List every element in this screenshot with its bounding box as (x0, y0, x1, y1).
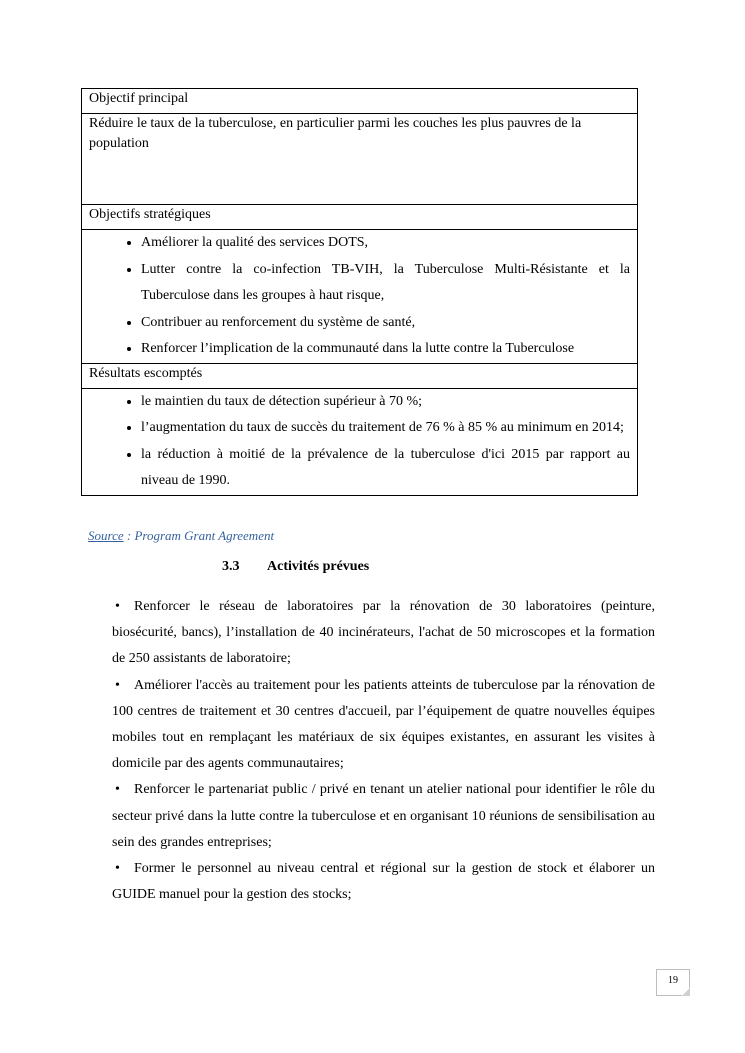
source-caption (88, 528, 274, 544)
objectives-table (81, 88, 638, 496)
list-item: • le maintien du taux de détection supérieur à 70 %; (141, 389, 630, 416)
list-item (112, 777, 655, 856)
list-item (112, 594, 655, 673)
activity-text: Améliorer l'accès au traitement pour les patients atteints de tuberculose par la rénovation de 100 centres de traitement et 30 centres d'accueil, par l’équipement de quatre nouvelles équipes mobiles tout en remplaçant les matériaux de six équipes existantes, en assurant les visites à domicile par des agents communautaires; (112, 677, 655, 772)
bullet-icon: • (115, 677, 120, 693)
results-header: Résultats escomptés (82, 363, 638, 388)
section-title: Activités prévues (267, 559, 370, 574)
strategic-cell (82, 230, 638, 364)
list-item: • l’augmentation du taux de succès du traitement de 76 % à 85 % au minimum en 2014; (141, 415, 630, 442)
section-number: 3.3 (222, 559, 240, 574)
page-number: 19 (656, 969, 690, 996)
results-list (89, 389, 630, 495)
results-cell (82, 388, 638, 495)
list-item: • Renforcer l’implication de la communauté dans la lutte contre la Tuberculose (141, 336, 630, 363)
list-item: • la réduction à moitié de la prévalence de la tuberculose d'ici 2015 par rapport au niveau de 1990. (141, 442, 630, 495)
list-item (112, 856, 655, 908)
activity-text: Former le personnel au niveau central et régional sur la gestion de stock et élaborer un GUIDE manuel pour la gestion des stocks; (112, 861, 655, 903)
objective-header: Objectif principal (82, 89, 638, 114)
activity-text: Renforcer le partenariat public / privé en tenant un atelier national pour identifier le rôle du secteur privé dans la lutte contre la tuberculose et en organisant 10 réunions de sensibilisation au sein des grandes entreprises; (112, 782, 655, 850)
list-item: • Contribuer au renforcement du système de santé, (141, 310, 630, 337)
strategic-list (89, 230, 630, 363)
source-text: : Program Grant Agreement (123, 528, 275, 543)
section-heading (222, 559, 369, 575)
source-label: Source (88, 528, 124, 543)
list-item (112, 673, 655, 778)
bullet-icon: • (115, 782, 120, 798)
activities-list (112, 594, 655, 908)
activity-text: Renforcer le réseau de laboratoires par la rénovation de 30 laboratoires (peinture, biosécurité, bancs), l’installation de 40 incinérateurs, l'achat de 50 microscopes et la formation de 250 assistants de laboratoire; (112, 599, 655, 667)
bullet-icon: • (115, 861, 120, 877)
objective-text: Réduire le taux de la tuberculose, en particulier parmi les couches les plus pauvres de la population (82, 114, 638, 205)
list-item: • Lutter contre la co-infection TB-VIH, la Tuberculose Multi-Résistante et la Tuberculose dans les groupes à haut risque, (141, 257, 630, 310)
list-item: • Améliorer la qualité des services DOTS, (141, 230, 630, 257)
strategic-header: Objectifs stratégiques (82, 205, 638, 230)
bullet-icon: • (115, 599, 120, 614)
